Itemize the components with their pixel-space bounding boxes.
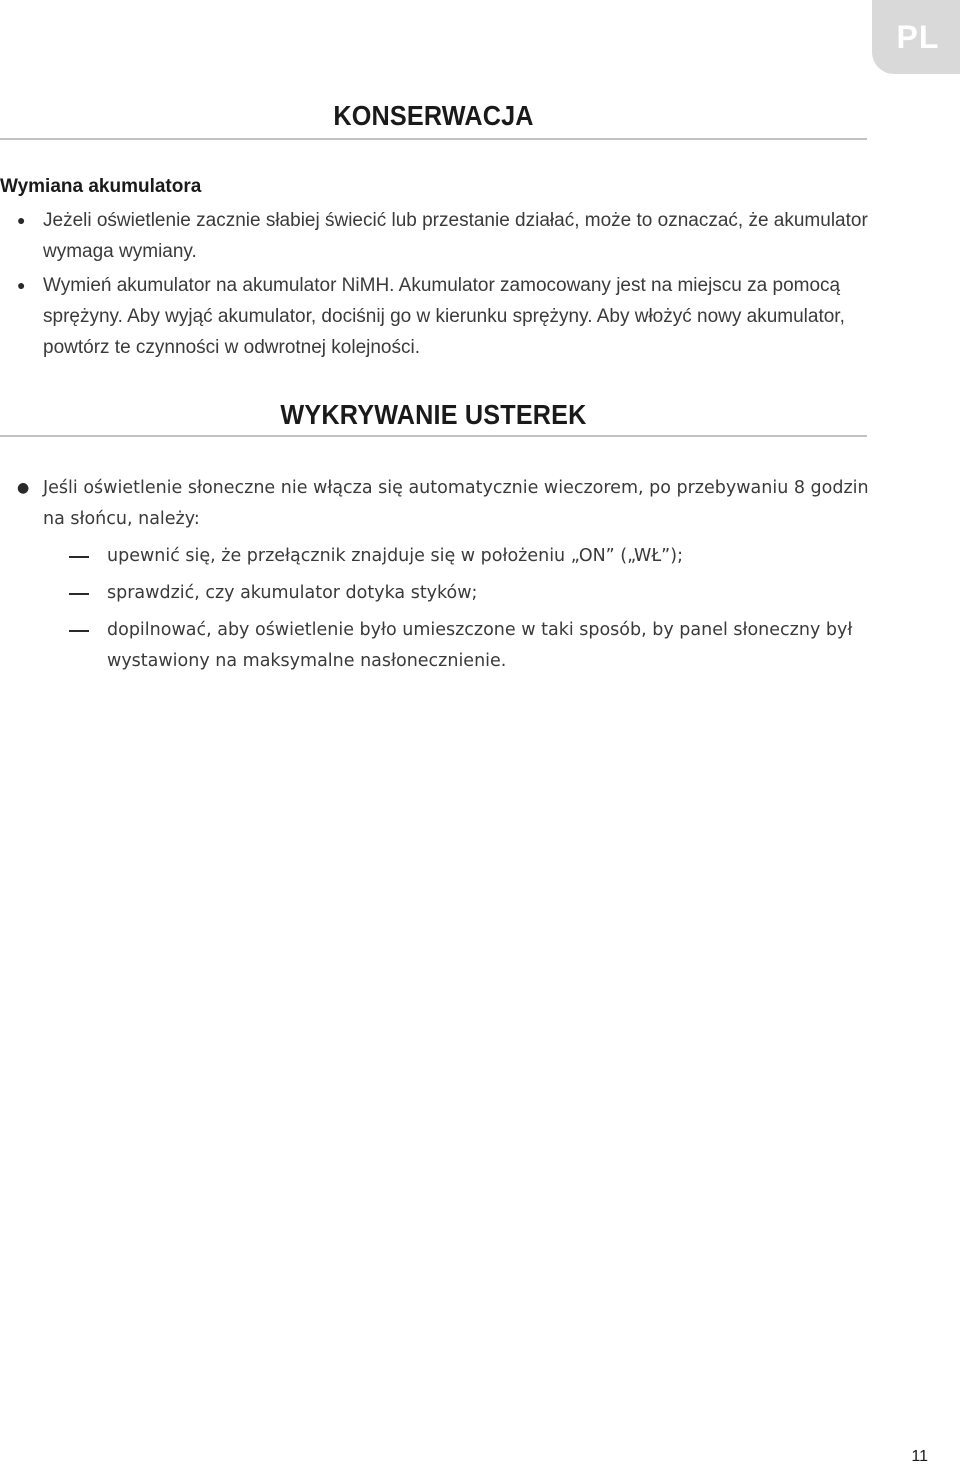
- list-item: [0, 578, 870, 609]
- dash-icon: [69, 593, 89, 595]
- bullet-text: Jeżeli oświetlenie zacznie słabiej świecić lub przestanie działać, może to oznaczać, że akumulator wymaga wymiany.: [43, 210, 868, 262]
- step-text: dopilnować, aby oświetlenie było umieszczone w taki sposób, by panel słoneczny był wystawiony na maksymalne nasłonecznienie.: [107, 620, 853, 671]
- page-number: 11: [911, 1448, 928, 1465]
- bullet-icon: ●: [17, 480, 30, 496]
- language-tab: PL: [872, 0, 960, 74]
- troubleshooting-steps: [0, 541, 870, 677]
- maintenance-title: KONSERWACJA: [333, 100, 534, 131]
- bullet-icon: ●: [17, 212, 26, 228]
- list-item: [0, 615, 870, 677]
- troubleshooting-title: WYKRYWANIE USTEREK: [280, 399, 587, 430]
- dash-icon: [69, 630, 89, 632]
- step-text: sprawdzić, czy akumulator dotyka styków;: [107, 583, 478, 603]
- troubleshooting-divider: [0, 435, 867, 437]
- list-item: [0, 205, 870, 267]
- troubleshooting-bullet-list: [0, 473, 870, 535]
- maintenance-bullet-list: [0, 205, 870, 363]
- list-item: [0, 541, 870, 572]
- step-text: upewnić się, że przełącznik znajduje się w położeniu „ON” („WŁ”);: [107, 546, 683, 566]
- bullet-text: Wymień akumulator na akumulator NiMH. Akumulator zamocowany jest na miejscu za pomocą sprężyny. Aby wyjąć akumulator, dociśnij go w kierunku sprężyny. Aby włożyć nowy akumulator, powtórz te czynności w odwrotnej kolejności.: [43, 275, 845, 358]
- maintenance-divider: [0, 138, 867, 140]
- bullet-text: Jeśli oświetlenie słoneczne nie włącza się automatycznie wieczorem, po przebywaniu 8 godzin na słońcu, należy:: [43, 478, 869, 529]
- bullet-icon: ●: [17, 277, 26, 293]
- list-item: [0, 473, 870, 535]
- battery-replacement-heading: Wymiana akumulatora: [0, 176, 202, 197]
- list-item: [0, 270, 870, 363]
- dash-icon: [69, 556, 89, 558]
